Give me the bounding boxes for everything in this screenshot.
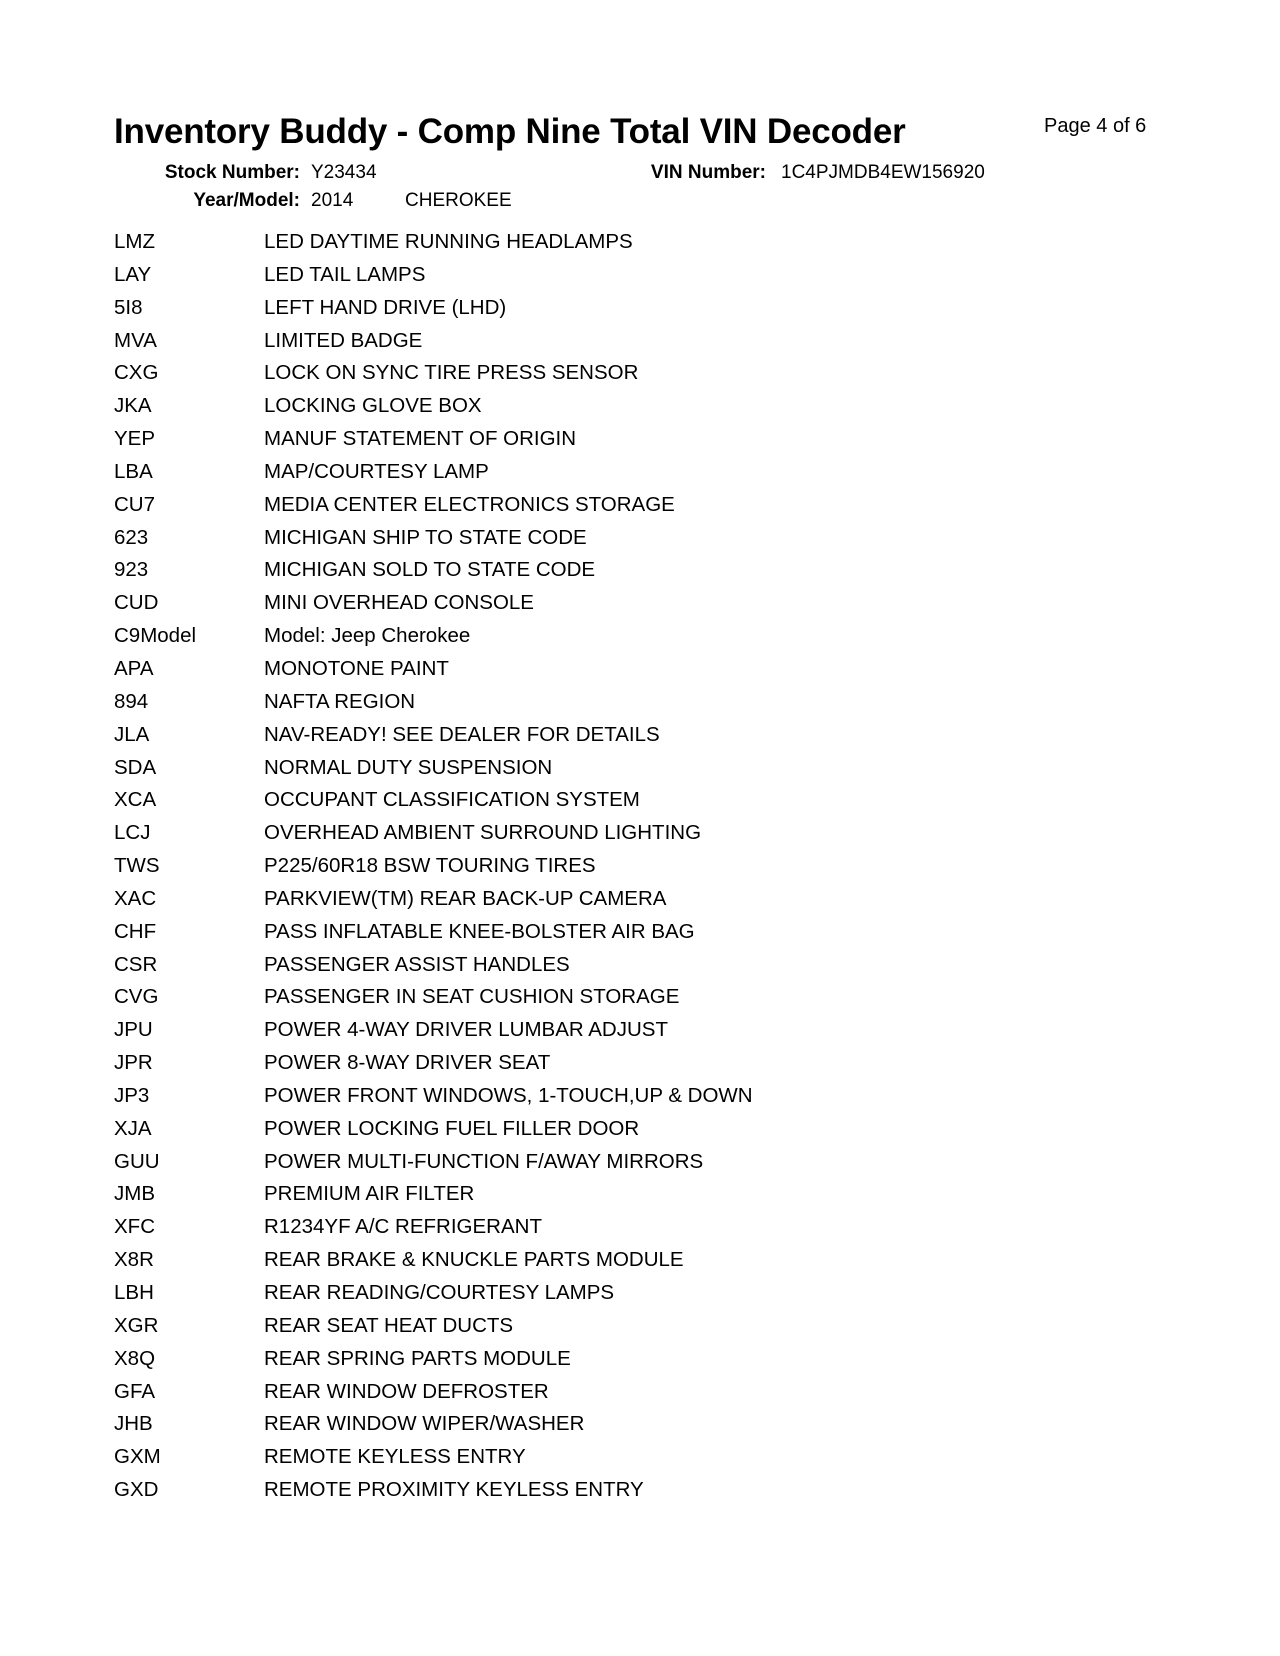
option-code: GUU [114, 1149, 160, 1173]
option-code: GXD [114, 1478, 159, 1502]
option-row [114, 1213, 1114, 1246]
option-description: REAR SEAT HEAT DUCTS [264, 1313, 514, 1337]
option-row [114, 1148, 1114, 1181]
option-description: REAR WINDOW WIPER/WASHER [264, 1412, 585, 1436]
option-description: MAP/COURTESY LAMP [264, 459, 489, 483]
option-row [114, 918, 1114, 951]
option-row [114, 1049, 1114, 1082]
option-row [114, 951, 1114, 984]
option-code: JLA [114, 722, 150, 746]
option-row [114, 885, 1114, 918]
option-description: Model: Jeep Cherokee [264, 624, 471, 648]
option-code: JMB [114, 1182, 155, 1206]
option-code: JPR [114, 1051, 153, 1075]
option-row [114, 754, 1114, 787]
option-row [114, 359, 1114, 392]
option-description: REMOTE KEYLESS ENTRY [264, 1445, 526, 1469]
option-description: POWER MULTI-FUNCTION F/AWAY MIRRORS [264, 1149, 704, 1173]
option-code: LBA [114, 459, 153, 483]
option-description: LED DAYTIME RUNNING HEADLAMPS [264, 230, 633, 253]
document-title: Inventory Buddy - Comp Nine Total VIN Decoder [114, 112, 906, 151]
option-code: X8Q [114, 1346, 156, 1370]
option-row [114, 1246, 1114, 1279]
option-code: CVG [114, 985, 159, 1009]
option-description: LED TAIL LAMPS [264, 262, 426, 286]
option-row [114, 1476, 1114, 1509]
option-code: CSR [114, 952, 158, 976]
option-row [114, 392, 1114, 425]
option-description: REAR READING/COURTESY LAMPS [264, 1281, 615, 1304]
vin-number-label: VIN Number: [650, 162, 766, 183]
option-code: TWS [114, 854, 160, 878]
option-code: CXG [114, 361, 159, 385]
option-description: POWER FRONT WINDOWS, 1-TOUCH,UP & DOWN [264, 1083, 753, 1107]
option-row [114, 261, 1114, 294]
option-code: XFC [114, 1215, 155, 1239]
option-description: NAV-READY! SEE DEALER FOR DETAILS [264, 722, 660, 746]
option-description: REAR SPRING PARTS MODULE [264, 1346, 571, 1370]
option-code: YEP [114, 427, 156, 451]
model-value: CHEROKEE [405, 190, 512, 211]
option-row [114, 688, 1114, 721]
option-description: OVERHEAD AMBIENT SURROUND LIGHTING [264, 821, 702, 845]
option-description: OCCUPANT CLASSIFICATION SYSTEM [264, 788, 640, 812]
option-description: MINI OVERHEAD CONSOLE [264, 591, 534, 615]
option-row [114, 819, 1114, 852]
option-row [114, 294, 1114, 327]
option-row [114, 524, 1114, 557]
option-code: 894 [114, 689, 149, 713]
option-row [114, 1443, 1114, 1476]
option-row [114, 458, 1114, 491]
option-code: LCJ [114, 821, 151, 845]
option-row [114, 228, 1114, 261]
option-description: LEFT HAND DRIVE (LHD) [264, 295, 507, 319]
option-code: X8R [114, 1248, 154, 1272]
option-row [114, 556, 1114, 589]
option-code: GXM [114, 1445, 161, 1469]
option-row [114, 786, 1114, 819]
option-description: REAR BRAKE & KNUCKLE PARTS MODULE [264, 1248, 684, 1272]
option-description: REMOTE PROXIMITY KEYLESS ENTRY [264, 1478, 644, 1502]
option-row [114, 589, 1114, 622]
option-row [114, 983, 1114, 1016]
option-code: 923 [114, 558, 149, 582]
year-value: 2014 [311, 190, 354, 211]
option-row [114, 852, 1114, 885]
option-code: CU7 [114, 492, 156, 516]
option-code: 5I8 [114, 295, 143, 319]
option-code: XGR [114, 1313, 159, 1337]
option-description: NORMAL DUTY SUSPENSION [264, 755, 553, 779]
option-row [114, 1378, 1114, 1411]
option-description: PREMIUM AIR FILTER [264, 1182, 475, 1206]
option-code: XCA [114, 788, 157, 812]
option-code: JPU [114, 1018, 153, 1042]
option-description: MEDIA CENTER ELECTRONICS STORAGE [264, 492, 675, 516]
option-description: P225/60R18 BSW TOURING TIRES [264, 854, 596, 878]
option-code: LBH [114, 1281, 154, 1304]
option-row [114, 1016, 1114, 1049]
option-code: GFA [114, 1379, 156, 1403]
option-codes-list [114, 228, 1114, 1509]
option-code: CHF [114, 919, 157, 943]
option-description: MONOTONE PAINT [264, 656, 449, 680]
option-row [114, 1082, 1114, 1115]
option-description: NAFTA REGION [264, 689, 416, 713]
option-row [114, 622, 1114, 655]
option-row [114, 1410, 1114, 1443]
option-description: POWER LOCKING FUEL FILLER DOOR [264, 1116, 640, 1140]
option-row [114, 327, 1114, 360]
option-description: LIMITED BADGE [264, 328, 423, 352]
option-code: LAY [114, 262, 152, 286]
option-code: C9Model [114, 624, 197, 648]
stock-number-value: Y23434 [311, 162, 377, 183]
option-code: JHB [114, 1412, 153, 1436]
option-code: CUD [114, 591, 159, 615]
option-row [114, 425, 1114, 458]
option-description: PARKVIEW(TM) REAR BACK-UP CAMERA [264, 886, 667, 910]
option-description: LOCK ON SYNC TIRE PRESS SENSOR [264, 361, 639, 385]
option-description: POWER 4-WAY DRIVER LUMBAR ADJUST [264, 1018, 668, 1042]
option-description: POWER 8-WAY DRIVER SEAT [264, 1051, 551, 1075]
option-code: 623 [114, 525, 149, 549]
option-description: PASSENGER IN SEAT CUSHION STORAGE [264, 985, 680, 1009]
option-code: JP3 [114, 1083, 150, 1107]
option-row [114, 1345, 1114, 1378]
option-code: XJA [114, 1116, 152, 1140]
option-code: SDA [114, 755, 157, 779]
option-code: JKA [114, 394, 152, 418]
option-code: MVA [114, 328, 157, 352]
option-row [114, 1312, 1114, 1345]
option-description: MANUF STATEMENT OF ORIGIN [264, 427, 577, 451]
option-description: MICHIGAN SHIP TO STATE CODE [264, 525, 587, 549]
option-code: XAC [114, 886, 157, 910]
option-row [114, 491, 1114, 524]
option-code: LMZ [114, 230, 155, 253]
stock-number-label: Stock Number: [164, 162, 300, 183]
option-row [114, 1115, 1114, 1148]
option-description: REAR WINDOW DEFROSTER [264, 1379, 549, 1403]
year-model-label: Year/Model: [193, 190, 300, 211]
option-row [114, 721, 1114, 754]
option-description: PASS INFLATABLE KNEE-BOLSTER AIR BAG [264, 919, 695, 943]
option-row [114, 1279, 1114, 1312]
option-row [114, 1180, 1114, 1213]
option-description: MICHIGAN SOLD TO STATE CODE [264, 558, 596, 582]
option-description: R1234YF A/C REFRIGERANT [264, 1215, 542, 1239]
option-description: PASSENGER ASSIST HANDLES [264, 952, 570, 976]
option-row [114, 655, 1114, 688]
page-number: Page 4 of 6 [1044, 115, 1147, 137]
option-code: APA [114, 656, 154, 680]
option-description: LOCKING GLOVE BOX [264, 394, 482, 418]
vin-number-value: 1C4PJMDB4EW156920 [781, 162, 985, 183]
